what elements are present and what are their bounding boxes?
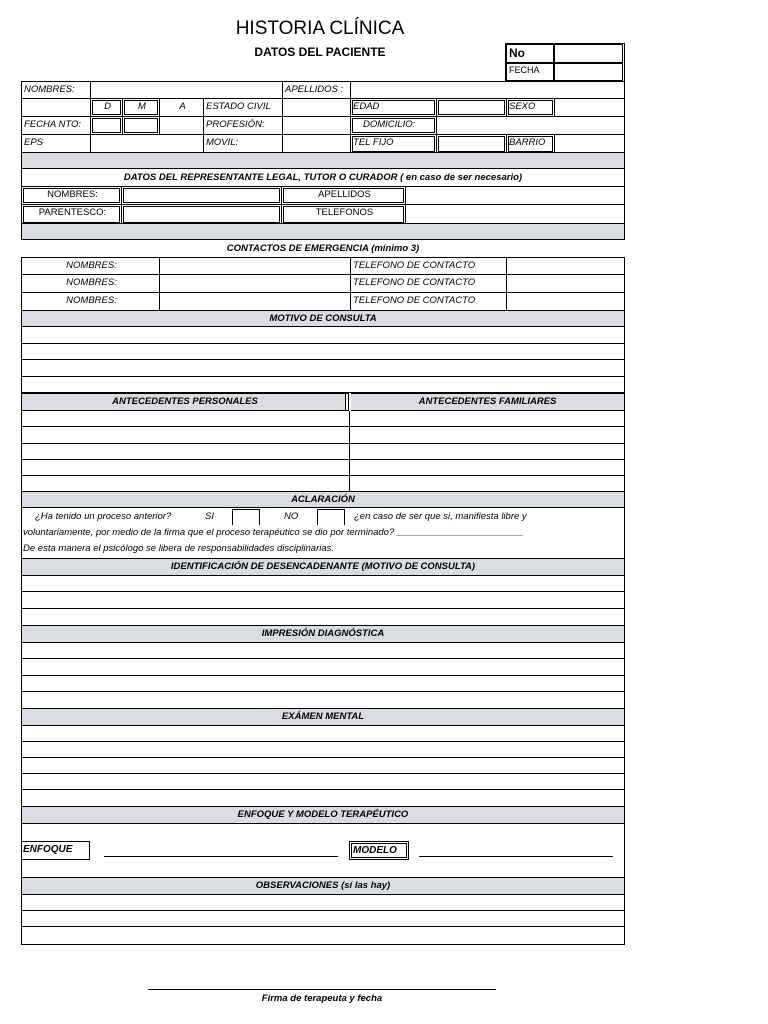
telefonos-field[interactable] (406, 205, 624, 224)
aclaracion-section (21, 491, 625, 558)
legal-rep-title-row (22, 169, 624, 187)
legal-nombres-label: NOMBRES: (22, 187, 122, 204)
examen-section (21, 708, 625, 807)
antecedentes-line[interactable] (22, 460, 624, 476)
profesion-label: PROFESIÓN: (204, 117, 283, 134)
antecedentes-line[interactable] (22, 427, 624, 444)
m-label: M (123, 99, 160, 116)
emergency-title: CONTACTOS DE EMERGENCIA (mínimo 3) (226, 243, 420, 254)
legal-nombres-field[interactable] (122, 187, 282, 204)
parentesco-label: PARENTESCO: (22, 205, 122, 224)
emergency-tel-field-2[interactable] (507, 275, 624, 292)
impresion-section (21, 625, 625, 709)
impresion-line[interactable] (22, 659, 624, 676)
observaciones-title: OBSERVACIONES (sí las hay) (22, 877, 624, 895)
separator-band (21, 152, 625, 168)
fecha-nto-label: FECHA NTO: (22, 117, 91, 134)
barrio-label: BARRIO (507, 135, 555, 153)
emergency-nombres-field-2[interactable] (160, 275, 351, 292)
nombres-field[interactable] (91, 82, 283, 98)
identificacion-line[interactable] (22, 576, 624, 592)
modelo-field[interactable] (419, 856, 613, 857)
firma-line[interactable] (148, 989, 496, 990)
identificacion-line[interactable] (22, 609, 624, 626)
enfoque-field[interactable] (104, 856, 338, 857)
edad-label: EDAD (351, 99, 437, 116)
estado-civil-label: ESTADO CIVIL (204, 99, 283, 116)
emergency-row-3 (22, 293, 624, 311)
antecedentes-line[interactable] (22, 411, 624, 427)
patient-data-table (21, 81, 625, 152)
estado-civil-field[interactable] (283, 99, 351, 116)
identificacion-section (21, 558, 625, 626)
enfoque-title: ENFOQUE Y MODELO TERAPÉUTICO (22, 806, 624, 824)
examen-line[interactable] (22, 774, 624, 790)
impresion-title: IMPRESIÓN DIAGNÓSTICA (22, 625, 624, 643)
legal-rep-title: DATOS DEL REPRESENTANTE LEGAL, TUTOR O CURADOR ( en caso de ser necesario) (123, 172, 523, 183)
emergency-tel-label-2: TELEFONO DE CONTACTO (351, 275, 507, 292)
emergency-nombres-label-2: NOMBRES: (22, 275, 160, 292)
apellidos-field[interactable] (351, 82, 624, 98)
impresion-line[interactable] (22, 643, 624, 659)
emergency-tel-label-3: TELEFONO DE CONTACTO (351, 293, 507, 311)
tel-fijo-field[interactable] (437, 135, 507, 153)
motivo-section (21, 310, 625, 393)
enfoque-section (21, 806, 625, 877)
fecha-nto-month[interactable] (123, 117, 160, 134)
domicilio-label: DOMICILIO: (351, 117, 437, 134)
aclaracion-no-box[interactable] (317, 509, 345, 525)
emergency-table (21, 257, 625, 310)
patient-row-3 (22, 117, 624, 135)
tel-fijo-label: TEL FIJO (351, 135, 437, 153)
aclaracion-si-label: SI (205, 511, 214, 522)
legal-rep-row-2 (22, 205, 624, 224)
firma-label: Firma de terapeuta y fecha (261, 993, 383, 1004)
enfoque-label: ENFOQUE (21, 841, 90, 860)
examen-line[interactable] (22, 726, 624, 742)
aclaracion-title: ACLARACIÓN (22, 491, 624, 508)
examen-title: EXÁMEN MENTAL (22, 708, 624, 726)
domicilio-field[interactable] (437, 117, 624, 134)
legal-apellidos-field[interactable] (406, 187, 624, 204)
blank-cell (22, 99, 91, 116)
no-field[interactable] (554, 44, 623, 63)
patient-row-4 (22, 135, 624, 153)
document-title: HISTORIA CLÍNICA (235, 18, 405, 39)
motivo-line[interactable] (22, 377, 624, 393)
emergency-nombres-field-1[interactable] (160, 258, 351, 274)
document-subtitle: DATOS DEL PACIENTE (254, 45, 386, 59)
legal-apellidos-label: APELLIDOS (282, 187, 406, 204)
sexo-field[interactable] (555, 99, 624, 116)
nombres-label: NOMBRES: (22, 82, 91, 98)
antecedentes-section (21, 392, 625, 491)
aclaracion-si-box[interactable] (232, 509, 260, 525)
legal-rep-row-1 (22, 187, 624, 205)
observaciones-line[interactable] (22, 895, 624, 911)
apellidos-label: APELLIDOS : (283, 82, 351, 98)
observaciones-line[interactable] (22, 927, 624, 943)
movil-field[interactable] (283, 135, 351, 153)
antecedentes-line[interactable] (22, 444, 624, 460)
sexo-label: SEXO (507, 99, 555, 116)
eps-field[interactable] (91, 135, 204, 153)
antecedentes-familiares-title: ANTECEDENTES FAMILIARES (351, 393, 624, 411)
edad-field[interactable] (437, 99, 507, 116)
motivo-line[interactable] (22, 327, 624, 344)
patient-row-2 (22, 99, 624, 117)
no-label: No (506, 44, 554, 63)
patient-row-1 (22, 82, 624, 99)
a-label: A (160, 99, 204, 116)
aclaracion-text-1: ¿en caso de ser que si, manifiesta libre y (354, 511, 527, 522)
emergency-title-wrap (21, 241, 625, 256)
fecha-field[interactable] (554, 63, 623, 81)
aclaracion-question: ¿Ha tenido un proceso anterior? (35, 511, 172, 522)
examen-line[interactable] (22, 758, 624, 774)
impresion-line[interactable] (22, 692, 624, 709)
emergency-tel-field-3[interactable] (507, 293, 624, 311)
impresion-line[interactable] (22, 676, 624, 692)
antecedentes-line[interactable] (22, 476, 624, 492)
examen-line[interactable] (22, 790, 624, 807)
profesion-field[interactable] (283, 117, 351, 134)
motivo-line[interactable] (22, 360, 624, 377)
antecedentes-personales-title: ANTECEDENTES PERSONALES (22, 393, 349, 411)
emergency-row-1 (22, 258, 624, 275)
modelo-label: MODELO (349, 841, 409, 860)
telefonos-label: TELEFONOS (282, 205, 406, 224)
motivo-title: MOTIVO DE CONSULTA (22, 310, 624, 327)
emergency-tel-label-1: TELEFONO DE CONTACTO (351, 258, 507, 274)
barrio-field[interactable] (555, 135, 624, 153)
identificacion-title: IDENTIFICACIÓN DE DESENCADENANTE (MOTIVO DE CONSULTA) (22, 558, 624, 576)
observaciones-line[interactable] (22, 911, 624, 927)
motivo-line[interactable] (22, 344, 624, 360)
eps-label: EPS (22, 135, 91, 153)
emergency-nombres-field-3[interactable] (160, 293, 351, 311)
movil-label: MOVIL: (204, 135, 283, 153)
fecha-nto-day[interactable] (91, 117, 123, 134)
aclaracion-text-3: De esta manera el psicólogo se libera de responsabilidades disciplinarias. (23, 543, 335, 554)
emergency-row-2 (22, 275, 624, 293)
emergency-tel-field-1[interactable] (507, 258, 624, 274)
aclaracion-text-2: voluntariamente, por medio de la firma que el proceso terapéutico se dio por terminado? ________________________ (23, 527, 524, 538)
emergency-nombres-label-1: NOMBRES: (22, 258, 160, 274)
examen-line[interactable] (22, 742, 624, 758)
number-date-block (505, 43, 625, 82)
aclaracion-no-label: NO (284, 511, 299, 522)
legal-rep-table (21, 168, 625, 223)
parentesco-field[interactable] (122, 205, 282, 224)
emergency-nombres-label-3: NOMBRES: (22, 293, 160, 311)
fecha-label: FECHA (506, 63, 554, 81)
separator-band-2 (21, 223, 625, 240)
observaciones-section (21, 877, 625, 945)
fecha-nto-year[interactable] (160, 117, 204, 134)
identificacion-line[interactable] (22, 592, 624, 609)
d-label: D (91, 99, 123, 116)
